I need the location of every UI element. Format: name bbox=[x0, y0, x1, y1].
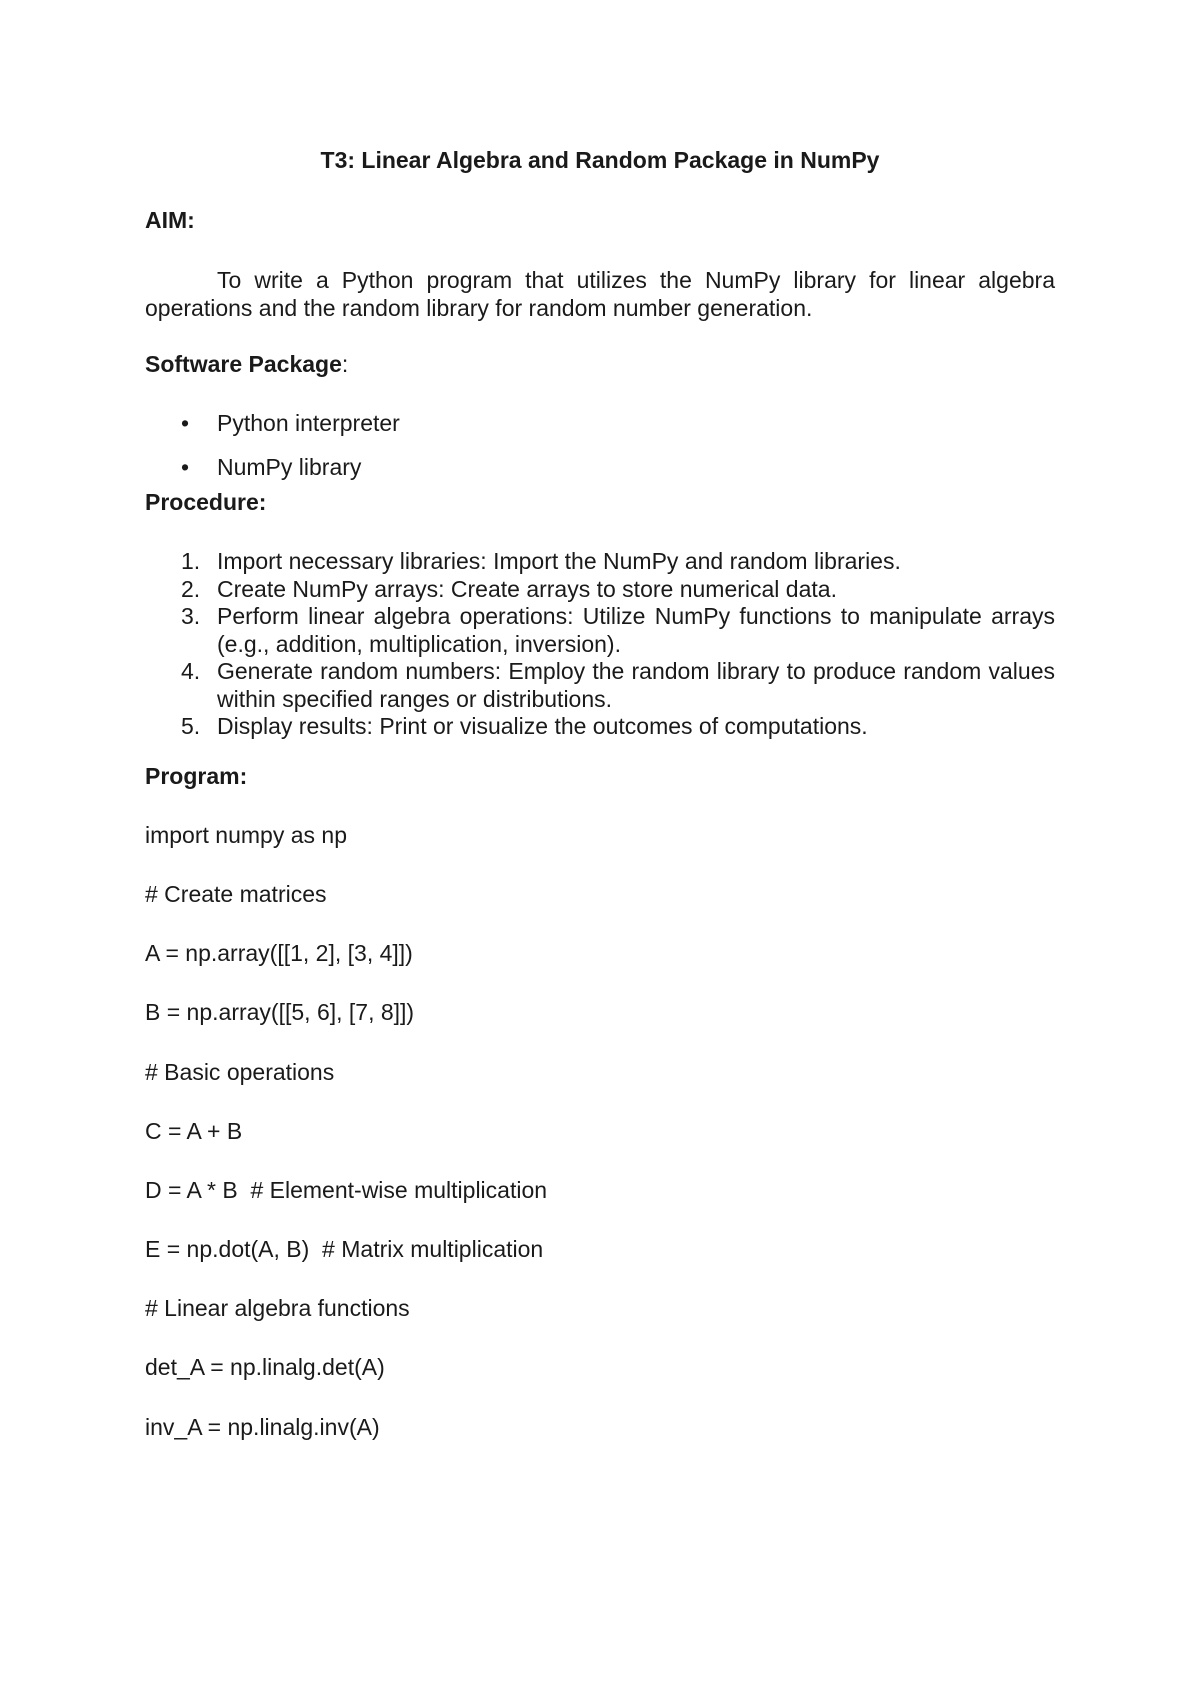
code-line: inv_A = np.linalg.inv(A) bbox=[145, 1414, 380, 1440]
list-item-text: Python interpreter bbox=[217, 410, 400, 436]
code-line: C = A + B bbox=[145, 1118, 243, 1144]
list-item bbox=[145, 409, 400, 437]
bullet-icon: • bbox=[181, 454, 190, 480]
procedure-heading: Procedure: bbox=[145, 489, 267, 515]
procedure-step bbox=[145, 548, 1055, 576]
step-number: 1. bbox=[181, 548, 201, 574]
code-line: # Basic operations bbox=[145, 1059, 335, 1085]
step-text: Create NumPy arrays: Create arrays to store numerical data. bbox=[217, 575, 837, 602]
code-line: D = A * B # Element-wise multiplication bbox=[145, 1177, 548, 1203]
list-item bbox=[145, 453, 400, 481]
procedure-step bbox=[145, 576, 1055, 604]
code-line: det_A = np.linalg.det(A) bbox=[145, 1354, 385, 1380]
aim-paragraph bbox=[145, 266, 1055, 322]
code-line: import numpy as np bbox=[145, 822, 347, 848]
software-package-list bbox=[145, 409, 400, 497]
step-text: Import necessary libraries: Import the NumPy and random libraries. bbox=[217, 548, 901, 574]
software-package-heading bbox=[145, 350, 348, 378]
software-package-heading-label: Software Package bbox=[145, 351, 342, 377]
step-text: Generate random numbers: Employ the random library to produce random values within specified ranges or distributions. bbox=[217, 658, 1055, 712]
step-number: 2. bbox=[181, 575, 201, 602]
code-line: # Create matrices bbox=[145, 881, 327, 907]
step-text: Perform linear algebra operations: Utilize NumPy functions to manipulate arrays (e.g., addition, multiplication, inversion). bbox=[217, 603, 1055, 657]
bullet-icon: • bbox=[181, 410, 190, 436]
code-line: # Linear algebra functions bbox=[145, 1295, 410, 1321]
procedure-steps bbox=[145, 548, 1055, 741]
list-item-text: NumPy library bbox=[217, 454, 362, 480]
procedure-step bbox=[145, 713, 1055, 741]
code-line: A = np.array([[1, 2], [3, 4]]) bbox=[145, 940, 413, 966]
procedure-step bbox=[145, 658, 1055, 713]
procedure-step bbox=[145, 603, 1055, 658]
step-text: Display results: Print or visualize the outcomes of computations. bbox=[217, 713, 868, 739]
code-line: E = np.dot(A, B) # Matrix multiplication bbox=[145, 1236, 544, 1262]
step-number: 5. bbox=[181, 713, 201, 739]
program-heading: Program: bbox=[145, 763, 248, 789]
software-package-heading-colon: : bbox=[341, 351, 349, 377]
step-number: 3. bbox=[181, 603, 201, 629]
aim-text: To write a Python program that utilizes the NumPy library for linear algebra operations and the random library for random number generation. bbox=[145, 267, 1055, 321]
step-number: 4. bbox=[181, 658, 201, 684]
aim-heading: AIM: bbox=[145, 207, 195, 233]
document-title: T3: Linear Algebra and Random Package in NumPy bbox=[320, 147, 880, 173]
code-line: B = np.array([[5, 6], [7, 8]]) bbox=[145, 999, 415, 1025]
